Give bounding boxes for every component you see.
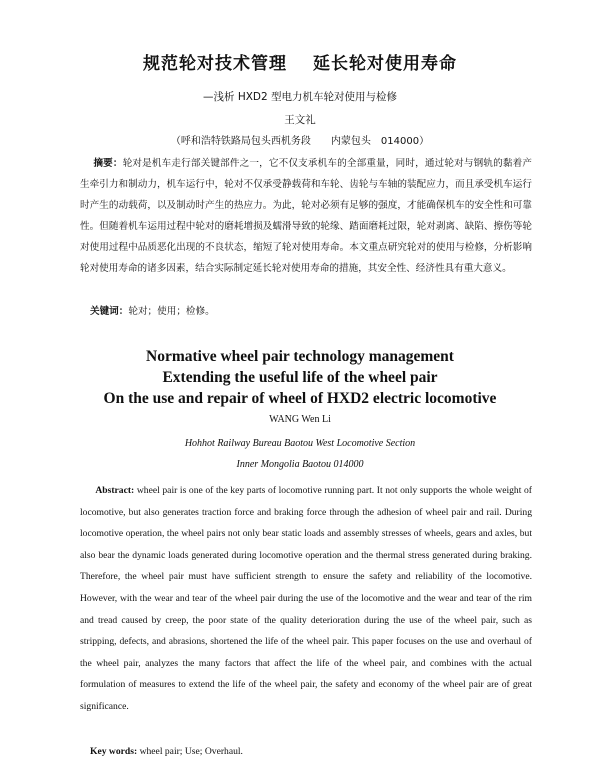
english-keywords-label: Key words:: [90, 746, 138, 757]
english-title-line1: Normative wheel pair technology management: [146, 348, 454, 365]
english-abstract-text: wheel pair is one of the key parts of locomotive running part. It not only supports the whole weight of locomotive, but also generates traction force and braking force through the adhesion of wheel pair and rail. During locomotive operation, the wheel pairs not only bear static loads and assembly stresses of wheels, gears and axles, but also bear the dynamic loads generated during locomotive operation and the thermal stress generated during braking. Therefore, the wheel pair must have sufficient strength to ensure the safety and reliability of the locomotive. However, with the wear and tear of the wheel pair during the use of the locomotive and the wear and tear of the rim and tread caused by creep, the poor state of the quality deterioration during the use of the wheel pair, such as stripping, defects, and abrasions, shortened the life of the wheel pair. This paper focuses on the use and overhaul of the wheel pair, analyzes the many factors that affect the life of the wheel pair, and combines with the actual formulation of measures to extend the life of the wheel pair, the safety and economy of the wheel pair are of great significance.: [80, 485, 532, 712]
english-abstract: [80, 480, 532, 718]
chinese-author: 王文礼: [284, 114, 316, 126]
chinese-abstract-label: 摘要：: [93, 158, 123, 169]
english-title: [0, 346, 600, 409]
chinese-title-part2: 延长轮对使用寿命: [313, 54, 457, 74]
english-affiliation: [0, 433, 600, 475]
chinese-affiliation: （呼和浩特铁路局包头西机务段 内蒙包头 014000）: [170, 136, 430, 147]
chinese-keywords: [90, 303, 530, 317]
chinese-keywords-text: 轮对；使用；检修。: [128, 306, 215, 317]
english-title-line2: Extending the useful life of the wheel pair: [162, 369, 438, 386]
chinese-subtitle: —浅析 HXD2 型电力机车轮对使用与检修: [202, 91, 398, 103]
english-title-line3: On the use and repair of wheel of HXD2 electric locomotive: [103, 390, 497, 407]
chinese-title: [0, 49, 600, 74]
chinese-title-part1: 规范轮对技术管理: [143, 54, 287, 74]
chinese-abstract: [80, 153, 532, 279]
english-author: WANG Wen Li: [269, 414, 331, 425]
english-keywords-text: wheel pair; Use; Overhaul.: [139, 746, 243, 757]
english-affiliation-line1: Hohhot Railway Bureau Baotou West Locomotive Section: [184, 438, 416, 449]
english-affiliation-line2: Inner Mongolia Baotou 014000: [236, 459, 364, 470]
english-abstract-label: Abstract:: [95, 485, 135, 496]
chinese-keywords-label: 关键词：: [90, 306, 129, 317]
chinese-abstract-text: 轮对是机车走行部关键部件之一，它不仅支承机车的全部重量，同时，通过轮对与钢轨的黏着产生牵引力和制动力，机车运行中，轮对不仅承受静载荷和车轮、齿轮与车轴的装配应力，而且承受机车运行时产生的动载荷，以及制动时产生的热应力。为此，轮对必须有足够的强度，才能确保机车的安全性和可靠性。但随着机车运用过程中轮对的磨耗增损及蠕滑导致的轮缘、踏面磨耗过限，轮对剥离、缺陷、擦伤等轮对使用过程中品质恶化出现的不良状态，缩短了轮对使用寿命。本文重点研究轮对的使用与检修，分析影响轮对使用寿命的诸多因素，结合实际制定延长轮对使用寿命的措施，其安全性、经济性具有重大意义。: [80, 158, 533, 274]
english-keywords: [90, 746, 530, 757]
